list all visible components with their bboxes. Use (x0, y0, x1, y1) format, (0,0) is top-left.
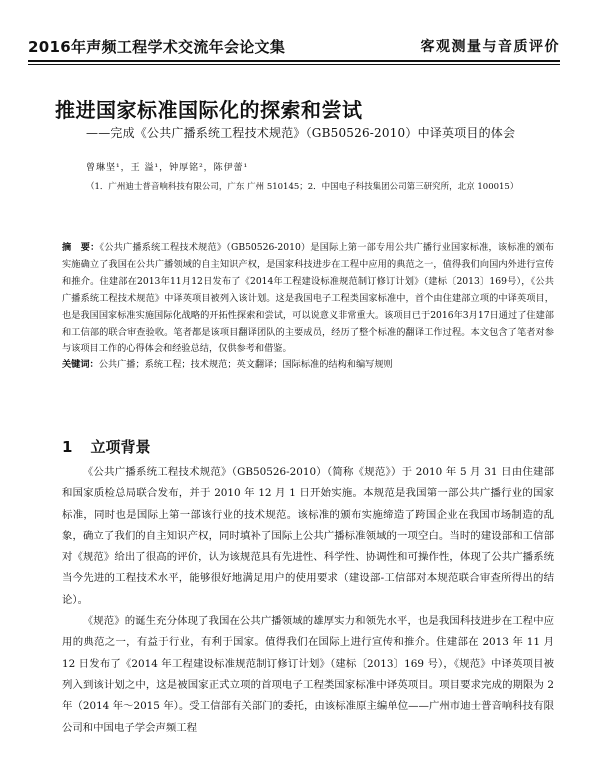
keywords (62, 357, 554, 373)
keywords-label: 关键词： (62, 359, 99, 370)
abstract-label: 摘 要： (62, 242, 100, 253)
abstract-text: 《公共广播系统工程技术规范》（GB50526-2010）是国际上第一部专用公共广播行业国家标准，该标准的颁布实施确立了我国在公共广播领域的自主知识产权，是国家科技进步在工程中应用的典范之一，值得我们向国内外进行宣传和推介。住建部在2013年11月12日发布了《2014年工程建设标准规范制订修订计划》（建标〔2013〕169号），《公共广播系统工程技术规范》中译英项目被列入该计划。这是我国电子工程类国家标准中，首个由住建部立项的中译英项目，也是我国国家标准实施国际化战略的开拓性探索和尝试，可以说意义非常重大。该项目已于2016年3月17日通过了住建部和工信部的联合审查验收。笔者都是该项目翻译团队的主要成员，经历了整个标准的翻译工作过程。本文包含了笔者对参与该项目工作的心得体会和经验总结，仅供参考和借鉴。 (62, 242, 554, 355)
section-category: 客观测量与音质评价 (420, 39, 560, 55)
header-rule-thin (28, 64, 560, 65)
article-title: 推进国家标准国际化的探索和尝试 (55, 98, 363, 122)
abstract (62, 240, 554, 358)
body-text (62, 462, 554, 739)
proceedings-title: 2016年声频工程学术交流年会论文集 (28, 38, 286, 56)
running-header (28, 36, 560, 58)
article-subtitle: ——完成《公共广播系统工程技术规范》（GB50526-2010）中译英项目的体会 (86, 126, 516, 140)
paragraph: 《公共广播系统工程技术规范》（GB50526-2010）（简称《规范》）于 2010 年 5 月 31 日由住建部和国家质检总局联合发布，并于 2010 年 12 月 1 日开始实施。本规范是我国第一部公共广播行业的国家标准，同时也是国际上第一部该行业的技术规范。该标准的颁布实施缔造了跨国企业在我国市场制造的乱象，确立了我们的自主知识产权，同时填补了国际上公共广播标准领域的一项空白。当时的建设部和工信部对《规范》给出了很高的评价，认为该规范具有先进性、科学性、协调性和可操作性，体现了公共广播系统当今先进的工程技术水平，能够很好地满足用户的使用要求（建设部-工信部对本规范联合审查所得出的结论）。 (62, 466, 554, 606)
section-title: 立项背景 (90, 438, 151, 456)
header-rule (28, 60, 560, 62)
author-list: 曾琳坚¹，王 溢¹，钟厚铭²，陈伊蕾¹ (86, 163, 249, 173)
paragraph: 《规范》的诞生充分体现了我国在公共广播领域的雄厚实力和领先水平，也是我国科技进步在工程中应用的典范之一，有益于行业，有利于国家。值得我们在国际上进行宣传和推介。住建部在 2013 年 11 月 12 日发布了《2014 年工程建设标准规范制订修订计划》（建标〔2013〕169 号），《规范》中译英项目被列入到该计划之中，这是被国家正式立项的首项电子工程类国家标准中译英项目。项目要求完成的期限为 2 年（2014 年～2015 年）。受工信部有关部门的委托，由该标准原主编单位——广州市迪士普音响科技有限公司和中国电子学会声频工程 (62, 615, 554, 734)
section-heading (62, 436, 150, 457)
section-number: 1 (62, 438, 73, 456)
author-affiliation: （1．广州迪士普音响科技有限公司，广东 广州 510145；2．中国电子科技集团公司第三研究所，北京 100015） (86, 182, 519, 192)
keywords-text: 公共广播；系统工程；技术规范；英文翻译；国际标准的结构和编写规则 (98, 359, 393, 370)
